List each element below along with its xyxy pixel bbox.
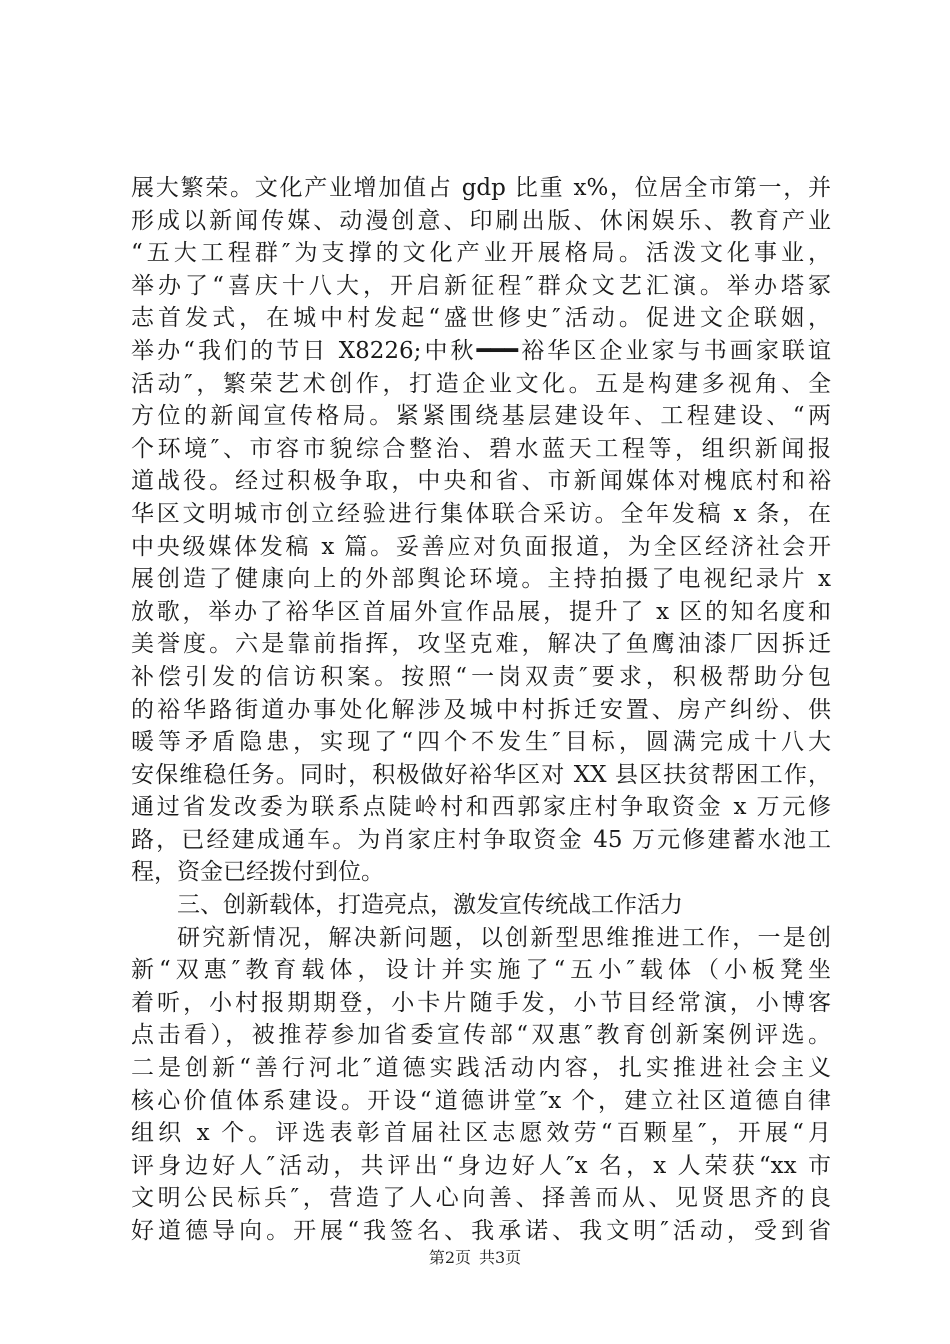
text-line: 举办“我们的节日 X8226;中秋━━━裕华区企业家与书画家联谊 [131, 337, 831, 364]
page-total: 共3页 [479, 1248, 522, 1267]
text-line: 道战役。经过积极争取，中央和省、市新闻媒体对槐底村和裕 [131, 468, 831, 495]
text-line: 研究新情况，解决新问题，以创新型思维推进工作，一是创 [177, 924, 831, 951]
text-line: 展创造了健康向上的外部舆论环境。主持拍摄了电视纪录片 x [131, 566, 831, 593]
text-line: 二是创新“善行河北″道德实践活动内容，扎实推进社会主义 [131, 1055, 831, 1082]
text-line: 文明公民标兵″，营造了人心向善、择善而从、见贤思齐的良 [131, 1185, 831, 1212]
page-footer [0, 1245, 950, 1268]
text-line: 美誉度。六是靠前指挥，攻坚克难，解决了鱼鹰油漆厂因拆迁 [131, 631, 831, 658]
text-line: 形成以新闻传媒、动漫创意、印刷出版、休闲娱乐、教育产业 [131, 207, 831, 234]
text-line: 通过省发改委为联系点陡岭村和西郭家庄村争取资金 x 万元修 [131, 794, 831, 821]
text-line: 好道德导向。开展“我签名、我承诺、我文明″活动，受到省 [131, 1218, 831, 1244]
text-line: 放歌，举办了裕华区首届外宣作品展，提升了 x 区的知名度和 [131, 598, 831, 625]
text-line: 新“双惠″教育载体，设计并实施了“五小″载体（小板凳坐 [131, 957, 831, 984]
text-line: 着听，小村报期期登，小卡片随手发，小节目经常演，小博客 [131, 989, 831, 1016]
body-text [131, 172, 831, 1248]
text-line: 点击看），被推荐参加省委宣传部“双惠″教育创新案例评选。 [131, 1022, 831, 1049]
text-line: 组织 x 个。评选表彰首届社区志愿效劳“百颗星″，开展“月 [131, 1120, 831, 1147]
text-line: “五大工程群″为支撑的文化产业开展格局。活泼文化事业， [131, 240, 831, 267]
text-line: 暖等矛盾隐患，实现了“四个不发生″目标，圆满完成十八大 [131, 729, 831, 756]
text-line: 评身边好人″活动，共评出“身边好人″x 名，x 人荣获“xx 市 [131, 1152, 831, 1179]
text-line: 核心价值体系建设。开设“道德讲堂″x 个，建立社区道德自律 [131, 1087, 831, 1114]
text-line: 展大繁荣。文化产业增加值占 gdp 比重 x%，位居全市第一，并 [131, 175, 831, 201]
text-line: 志首发式，在城中村发起“盛世修史″活动。促进文企联姻， [131, 305, 831, 332]
page-number: 第2页 [428, 1248, 471, 1267]
text-line: 中央级媒体发稿 x 篇。妥善应对负面报道，为全区经济社会开 [131, 533, 831, 560]
text-line: 补偿引发的信访积案。按照“一岗双责″要求，积极帮助分包 [131, 663, 831, 690]
text-line: 活动″，繁荣艺术创作，打造企业文化。五是构建多视角、全 [131, 370, 831, 397]
text-line: 程，资金已经拨付到位。 [131, 859, 384, 886]
text-line: 方位的新闻宣传格局。紧紧围绕基层建设年、工程建设、“两 [131, 403, 831, 430]
text-line: 路，已经建成通车。为肖家庄村争取资金 45 万元修建蓄水池工 [131, 826, 831, 853]
text-line: 的裕华路街道办事处化解涉及城中村拆迁安置、房产纠纷、供 [131, 696, 831, 723]
section-heading: 三、创新载体，打造亮点，激发宣传统战工作活力 [177, 892, 683, 919]
text-line: 安保维稳任务。同时，积极做好裕华区对 XX 县区扶贫帮困工作， [131, 761, 831, 788]
text-line: 个环境″、市容市貌综合整治、碧水蓝天工程等，组织新闻报 [131, 435, 831, 462]
text-line: 举办了“喜庆十八大，开启新征程″群众文艺汇演。举办塔冢 [131, 272, 831, 299]
text-line: 华区文明城市创立经验进行集体联合采访。全年发稿 x 条，在 [131, 500, 831, 527]
